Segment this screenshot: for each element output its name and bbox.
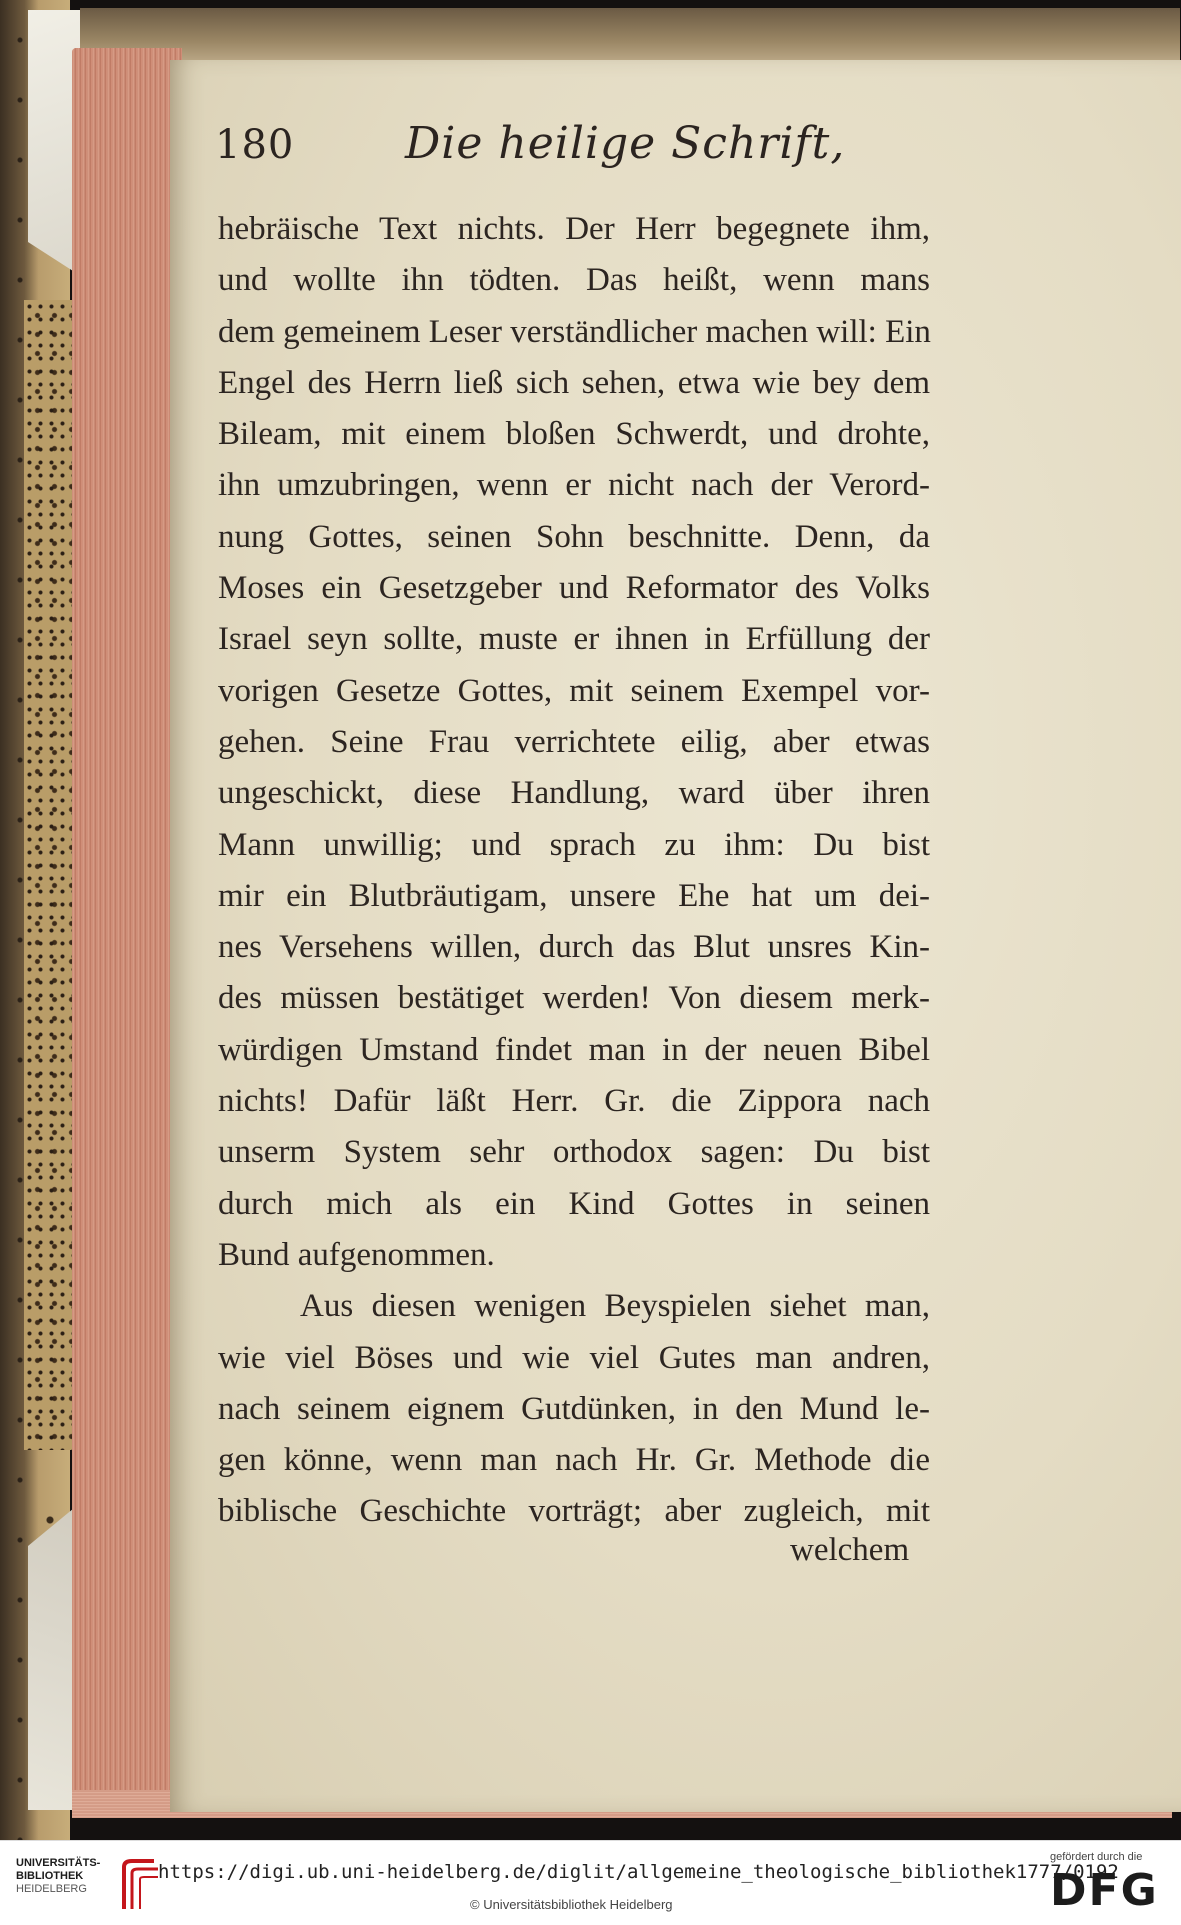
text-line: Israel seyn sollte, muste er ihnen in Erfüllung der [218, 621, 930, 658]
catchword: welchem [790, 1532, 910, 1568]
body-text [218, 204, 930, 1538]
binding-board-top [80, 8, 1180, 63]
viewer-footer [0, 1840, 1181, 1925]
text-line: Mann unwillig; und sprach zu ihm: Du bist [218, 826, 930, 863]
text-line: Bund aufgenommen. [218, 1236, 495, 1273]
text-line: gehen. Seine Frau verrichtete eilig, aber etwas [218, 723, 930, 760]
text-line: biblische Geschichte vorträgt; aber zugleich, mit [218, 1493, 930, 1530]
text-line: Bileam, mit einem bloßen Schwerdt, und drohte, [218, 416, 930, 453]
copyright-notice: © Universitätsbibliothek Heidelberg [470, 1897, 673, 1912]
text-line: gen könne, wenn man nach Hr. Gr. Methode die [218, 1442, 930, 1479]
text-line: nung Gottes, seinen Sohn beschnitte. Denn, da [218, 518, 930, 555]
text-line: dem gemeinem Leser verständlicher machen will: Ein [218, 313, 931, 350]
permalink-url[interactable]: https://digi.ub.uni-heidelberg.de/diglit/allgemeine_theologische_bibliothek1777/0192 [158, 1861, 1119, 1883]
marbled-cover [24, 300, 72, 1450]
library-line3: HEIDELBERG [16, 1883, 87, 1895]
library-line2: BIBLIOTHEK [16, 1870, 84, 1882]
text-line: durch mich als ein Kind Gottes in seinen [218, 1185, 930, 1222]
text-line: nach seinem eignem Gutdünken, in den Mund le- [218, 1390, 930, 1427]
page-number: 180 [215, 122, 295, 168]
running-title: Die heilige Schrift, [405, 118, 846, 169]
text-line: ungeschickt, diese Handlung, ward über ihren [218, 775, 930, 812]
library-line1: UNIVERSITÄTS- [16, 1857, 101, 1869]
text-line: und wollte ihn tödten. Das heißt, wenn mans [218, 262, 930, 299]
text-line: Engel des Herrn ließ sich sehen, etwa wie bey dem [218, 364, 930, 401]
text-line: Moses ein Gesetzgeber und Reformator des Volks [218, 570, 930, 607]
text-line: wie viel Böses und wie viel Gutes man andren, [218, 1339, 930, 1376]
text-line: mir ein Blutbräutigam, unsere Ehe hat um dei- [218, 877, 930, 914]
text-line: nes Versehens willen, durch das Blut unsres Kin- [218, 929, 930, 966]
funding-note: gefördert durch die [1050, 1851, 1143, 1863]
text-line: nichts! Dafür läßt Herr. Gr. die Zippora nach [218, 1083, 930, 1120]
library-name[interactable] [16, 1857, 126, 1896]
text-line: ihn umzubringen, wenn er nicht nach der Verord- [218, 467, 930, 504]
text-line: vorigen Gesetze Gottes, mit seinem Exempel vor- [218, 672, 930, 709]
page-edges [72, 48, 182, 1818]
library-logo-icon[interactable] [118, 1857, 162, 1913]
text-line: hebräische Text nichts. Der Herr begegnete ihm, [218, 211, 930, 247]
text-line: Aus diesen wenigen Beyspielen siehet man, [300, 1288, 930, 1325]
text-line: des müssen bestätiget werden! Von diesem merk- [218, 980, 930, 1017]
text-line: unserm System sehr orthodox sagen: Du bist [218, 1134, 930, 1171]
dfg-logo[interactable]: DFG [1050, 1865, 1159, 1916]
page-header [215, 118, 915, 182]
text-line: würdigen Umstand findet man in der neuen Bibel [218, 1031, 930, 1068]
